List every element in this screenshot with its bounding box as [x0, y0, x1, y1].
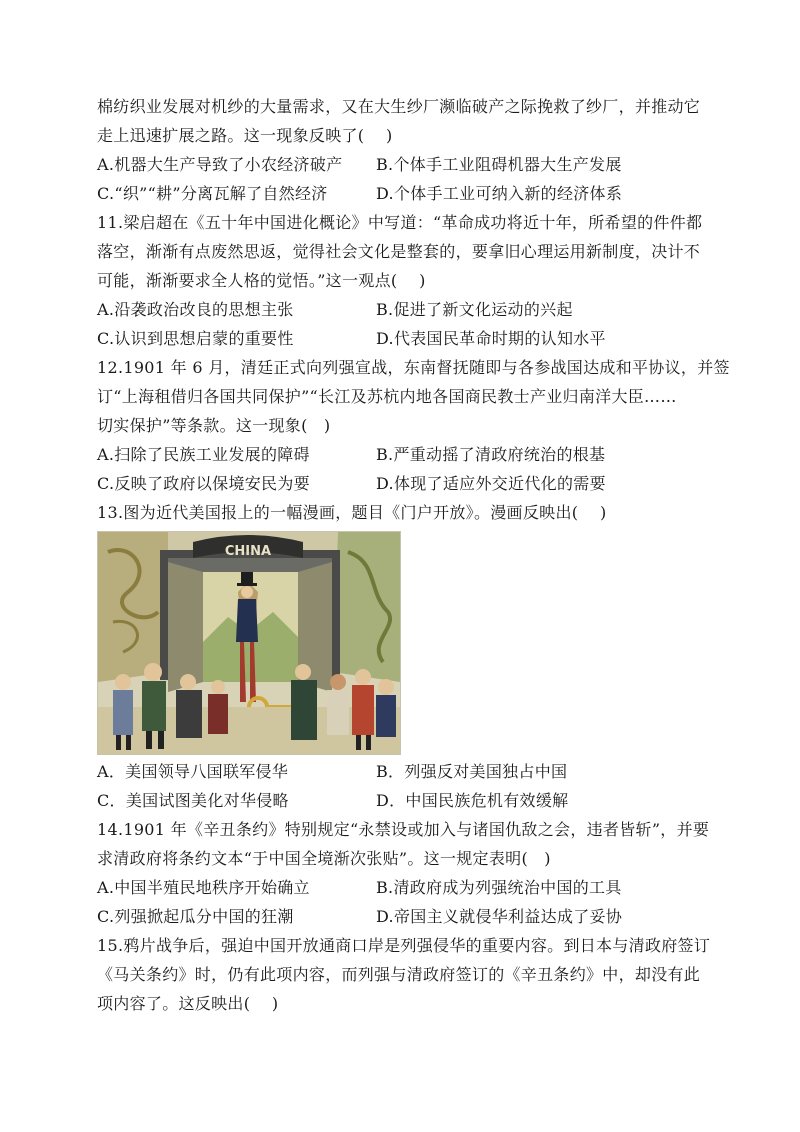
- q11-option-c[interactable]: C.认识到思想启蒙的重要性: [97, 329, 294, 348]
- q12-option-a[interactable]: A.扫除了民族工业发展的障碍: [97, 445, 310, 464]
- cartoon-illustration: [98, 532, 400, 754]
- q10-stem-line1: 棉纺织业发展对机纱的大量需求，又在大生纱厂濒临破产之际挽救了纱厂，并推动它: [97, 97, 701, 116]
- china-sign-text: CHINA: [224, 544, 272, 559]
- q12-stem-line2: 订“上海租借归各国共同保护”“长江及苏杭内地各国商民教士产业归南洋大臣……: [97, 387, 677, 406]
- q15-stem-line1: 15.鸦片战争后，强迫中国开放通商口岸是列强侵华的重要内容。到日本与清政府签订: [97, 936, 711, 955]
- q10-stem-line2: 走上迅速扩展之路。这一现象反映了( ): [97, 126, 393, 145]
- q11-stem-line3: 可能，渐渐要求全人格的觉悟。”这一观点( ): [97, 271, 426, 290]
- q14-option-c[interactable]: C.列强掀起瓜分中国的狂潮: [97, 907, 294, 926]
- q15-stem-line3: 项内容了。这反映出( ): [97, 994, 279, 1013]
- q14-stem-line1: 14.1901 年《辛丑条约》特别规定“永禁设或加入与诸国仇敌之会，违者皆斩”，并要: [97, 820, 710, 839]
- q13-option-c[interactable]: C．美国试图美化对华侵略: [97, 791, 289, 810]
- q14-stem-line2: 求清政府将条约文本“于中国全境渐次张贴”。这一规定表明( ): [97, 849, 551, 868]
- q14-option-b[interactable]: B.清政府成为列强统治中国的工具: [376, 878, 622, 897]
- q10-option-c[interactable]: C.“织”“耕”分离瓦解了自然经济: [97, 184, 328, 203]
- q12-option-b[interactable]: B.严重动摇了清政府统治的根基: [376, 445, 606, 464]
- q11-option-a[interactable]: A.沿袭政治改良的思想主张: [97, 300, 294, 319]
- q11-option-d[interactable]: D.代表国民革命时期的认知水平: [376, 329, 606, 348]
- q10-option-b[interactable]: B.个体手工业阻碍机器大生产发展: [376, 155, 622, 174]
- q11-stem-line2: 落空，渐渐有点废然思返，觉得社会文化是整套的，要拿旧心理运用新制度，决计不: [97, 242, 701, 261]
- q12-stem-line3: 切实保护”等条款。这一现象( ): [97, 416, 331, 435]
- q13-stem-line1: 13.图为近代美国报上的一幅漫画，题目《门户开放》。漫画反映出( ): [97, 503, 607, 522]
- q10-option-a[interactable]: A.机器大生产导致了小农经济破产: [97, 155, 343, 174]
- q12-option-d[interactable]: D.体现了适应外交近代化的需要: [376, 474, 606, 493]
- q10-option-d[interactable]: D.个体手工业可纳入新的经济体系: [376, 184, 623, 203]
- q14-option-a[interactable]: A.中国半殖民地秩序开始确立: [97, 878, 310, 897]
- q12-stem-line1: 12.1901 年 6 月，清廷正式向列强宣战，东南督抚随即与各参战国达成和平协议，并签: [97, 358, 730, 377]
- q11-stem-line1: 11.梁启超在《五十年中国进化概论》中写道：“革命成功将近十年，所希望的件件都: [97, 213, 703, 232]
- q13-option-a[interactable]: A．美国领导八国联军侵华: [97, 762, 289, 781]
- q12-option-c[interactable]: C.反映了政府以保境安民为要: [97, 474, 310, 493]
- q13-option-d[interactable]: D．中国民族危机有效缓解: [376, 791, 569, 810]
- open-door-cartoon: [97, 531, 401, 755]
- q15-stem-line2: 《马关条约》时，仍有此项内容，而列强与清政府签订的《辛丑条约》中，却没有此: [97, 965, 701, 984]
- q13-option-b[interactable]: B．列强反对美国独占中国: [376, 762, 568, 781]
- q14-option-d[interactable]: D.帝国主义就侵华利益达成了妥协: [376, 907, 623, 926]
- q11-option-b[interactable]: B.促进了新文化运动的兴起: [376, 300, 573, 319]
